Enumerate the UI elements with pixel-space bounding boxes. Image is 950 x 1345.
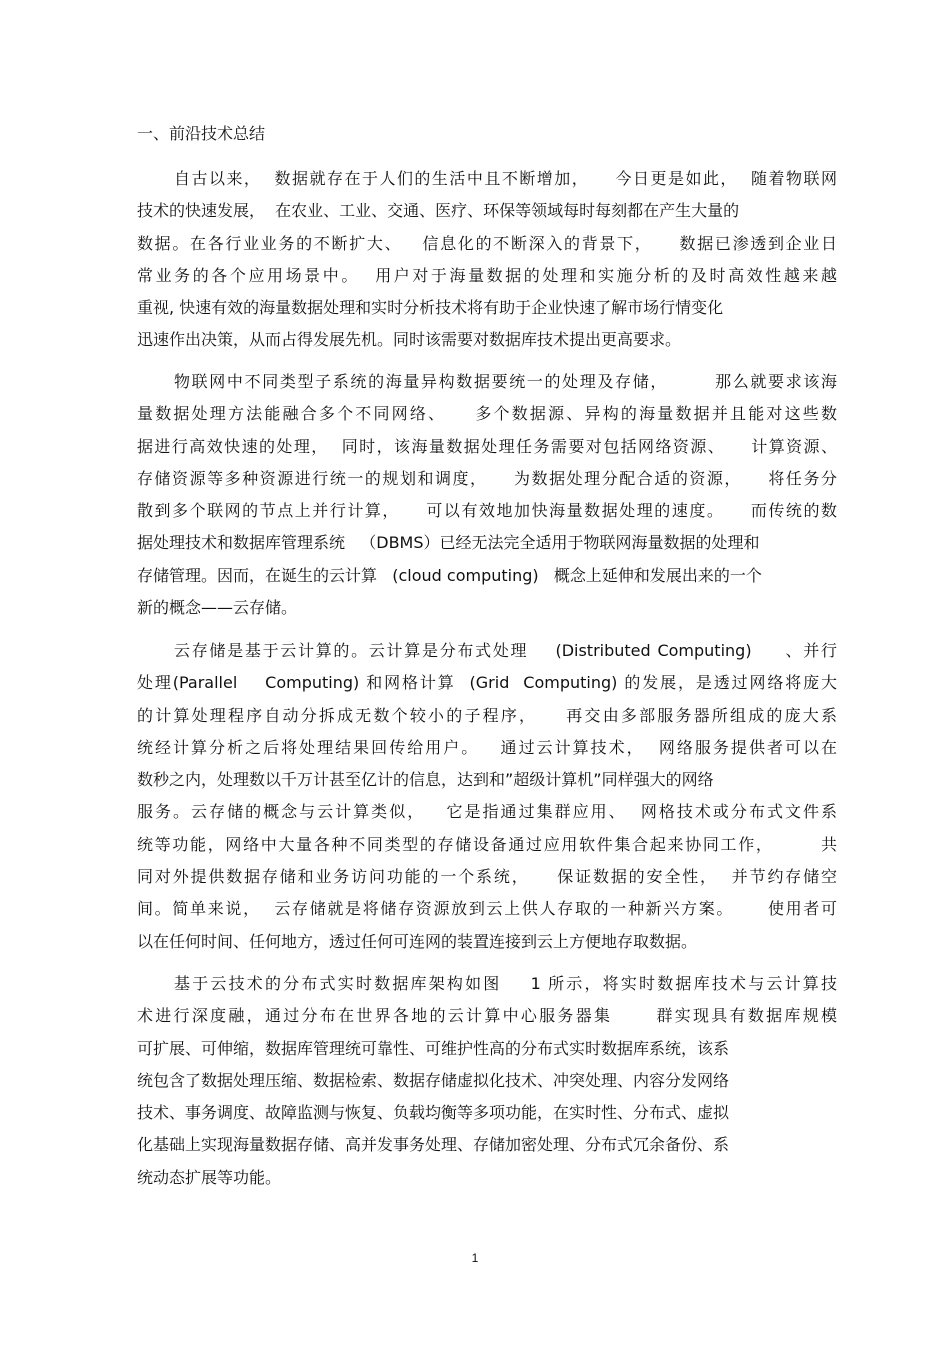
paragraph-line: 同对外提供数据存储和业务访问功能的一个系统， 保证数据的安全性， 并节约存储空	[137, 867, 837, 887]
paragraph-line: 新的概念——云存储。	[137, 598, 298, 618]
paragraph-line: 服务。云存储的概念与云计算类似， 它是指通过集群应用、 网格技术或分布式文件系	[137, 802, 837, 822]
paragraph-4	[137, 968, 837, 1194]
paragraph-line: 重视, 快速有效的海量数据处理和实时分析技术将有助于企业快速了解市场行情变化	[137, 298, 724, 318]
paragraph-2	[137, 366, 837, 624]
paragraph-line: 技术、事务调度、故障监测与恢复、负载均衡等多项功能，在实时性、分布式、虚拟	[137, 1103, 730, 1123]
paragraph-1	[137, 163, 837, 357]
paragraph-line: 统等功能，网络中大量各种不同类型的存储设备通过应用软件集合起来协同工作， 共	[137, 834, 837, 854]
page-number: 1	[471, 1251, 479, 1265]
paragraph-line: 统动态扩展等功能。	[137, 1167, 282, 1187]
paragraph-line: 物联网中不同类型子系统的海量异构数据要统一的处理及存储， 那么就要求该海	[174, 372, 837, 391]
paragraph-line: 量数据处理方法能融合多个不同网络、 多个数据源、异构的海量数据并且能对这些数	[137, 404, 837, 424]
paragraph-line: 据处理技术和数据库管理系统 （DBMS）已经无法完全适用于物联网海量数据的处理和	[137, 533, 760, 553]
paragraph-line: 存储资源等多种资源进行统一的规划和调度， 为数据处理分配合适的资源， 将任务分	[137, 468, 837, 488]
paragraph-line: 迅速作出决策，从而占得发展先机。同时该需要对数据库技术提出更高要求。	[137, 330, 682, 350]
paragraph-line: 的计算处理程序自动分拆成无数个较小的子程序， 再交由多部服务器所组成的庞大系	[137, 705, 837, 725]
paragraph-line: 统包含了数据处理压缩、数据检索、数据存储虚拟化技术、冲突处理、内容分发网络	[137, 1070, 730, 1090]
paragraph-line: 间。简单来说， 云存储就是将储存资源放到云上供人存取的一种新兴方案。 使用者可	[137, 899, 837, 919]
paragraph-line: 基于云技术的分布式实时数据库架构如图 1 所示，将实时数据库技术与云计算技	[174, 974, 837, 993]
paragraph-line: 技术的快速发展， 在农业、工业、交通、医疗、环保等领域每时每刻都在产生大量的	[137, 201, 740, 221]
paragraph-line: 处理(Parallel Computing) 和网格计算 (Grid Computing) 的发展，是透过网络将庞大	[137, 673, 837, 693]
section-heading: 一、前沿技术总结	[137, 124, 266, 143]
paragraph-3	[137, 635, 837, 958]
paragraph-line: 存储管理。因而，在诞生的云计算 (cloud computing) 概念上延伸和发展出来的一个	[137, 565, 762, 585]
paragraph-line: 化基础上实现海量数据存储、高并发事务处理、存储加密处理、分布式冗余备份、系	[137, 1135, 730, 1155]
paragraph-line: 常业务的各个应用场景中。 用户对于海量数据的处理和实施分析的及时高效性越来越	[137, 265, 837, 285]
paragraph-line: 术进行深度融，通过分布在世界各地的云计算中心服务器集 群实现具有数据库规模	[137, 1006, 837, 1026]
paragraph-line: 数据。在各行业业务的不断扩大、 信息化的不断深入的背景下， 数据已渗透到企业日	[137, 233, 837, 253]
paragraph-line: 云存储是基于云计算的。云计算是分布式处理 (Distributed Computing) 、并行	[174, 641, 837, 660]
paragraph-line: 据进行高效快速的处理， 同时，该海量数据处理任务需要对包括网络资源、 计算资源、	[137, 436, 837, 456]
paragraph-line: 散到多个联网的节点上并行计算， 可以有效地加快海量数据处理的速度。 而传统的数	[137, 501, 837, 521]
paragraph-line: 以在任何时间、任何地方，透过任何可连网的装置连接到云上方便地存取数据。	[137, 931, 698, 951]
paragraph-line: 自古以来， 数据就存在于人们的生活中且不断增加， 今日更是如此， 随着物联网	[174, 169, 837, 188]
paragraph-line: 统经计算分析之后将处理结果回传给用户。 通过云计算技术， 网络服务提供者可以在	[137, 737, 837, 757]
paragraph-line: 可扩展、可伸缩，数据库管理统可靠性、可维护性高的分布式实时数据库系统，该系	[137, 1038, 730, 1058]
paragraph-line: 数秒之内，处理数以千万计甚至亿计的信息，达到和”超级计算机”同样强大的网络	[137, 770, 714, 790]
